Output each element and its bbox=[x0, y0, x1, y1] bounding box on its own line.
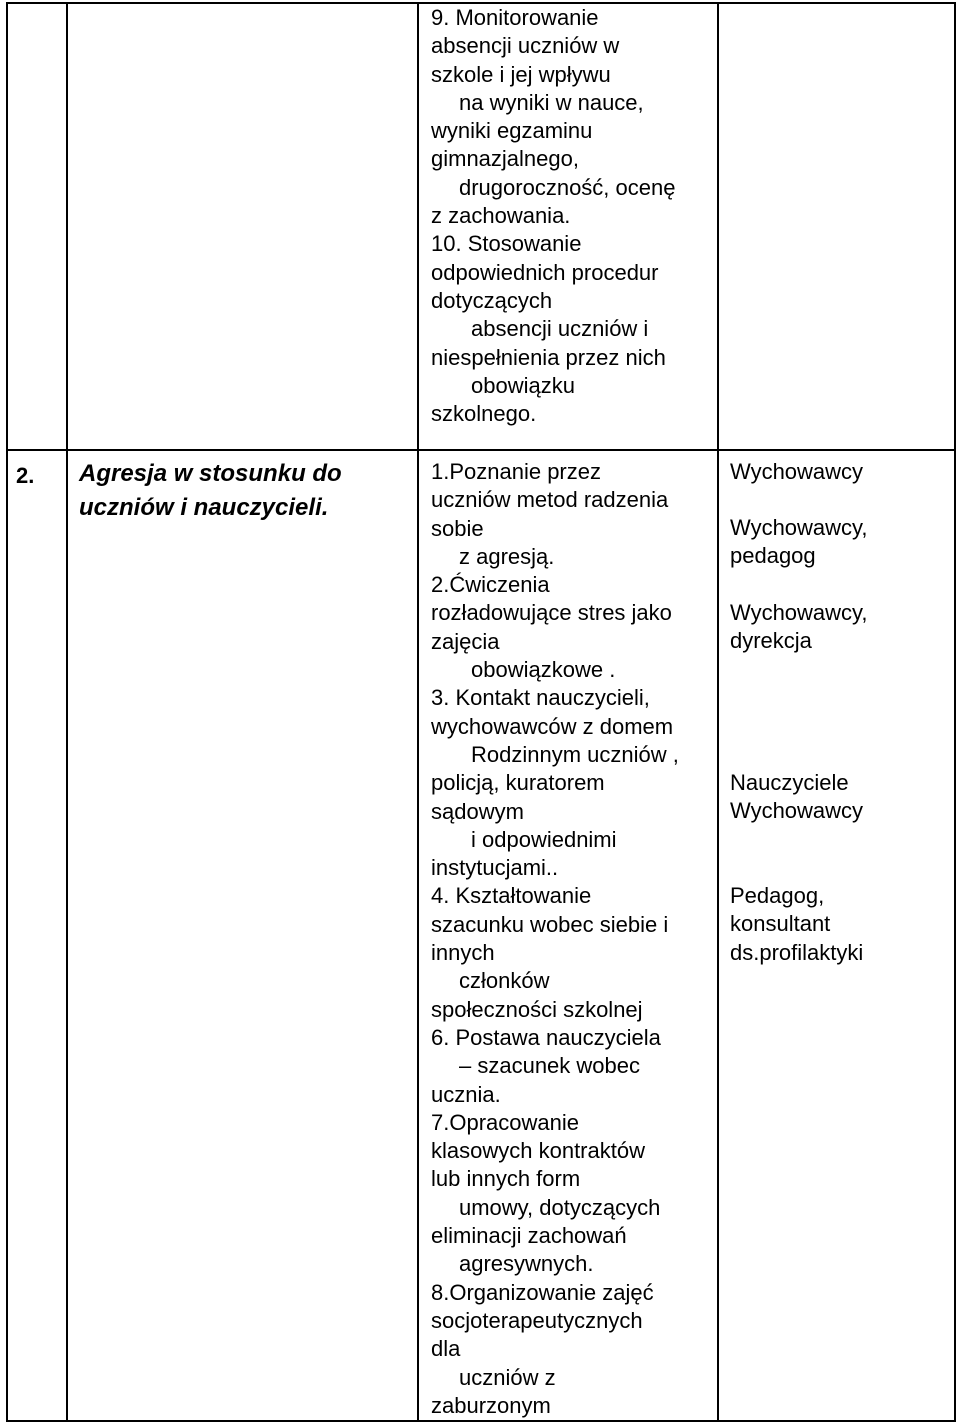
topic-line: uczniów i nauczycieli. bbox=[79, 494, 329, 521]
column-divider-1 bbox=[66, 2, 68, 1422]
content-line: na wyniki w nauce, bbox=[459, 89, 644, 115]
content-line: szacunku wobec siebie i bbox=[431, 911, 669, 937]
responsible-line: Pedagog, bbox=[730, 883, 825, 908]
table-border-right bbox=[954, 2, 956, 1422]
content-line: drugoroczność, ocenę bbox=[459, 174, 676, 200]
responsible-line: Wychowawcy, bbox=[730, 600, 868, 625]
content-line: dotyczących bbox=[431, 287, 553, 313]
content-line: obowiązkowe . bbox=[471, 657, 616, 683]
responsible-1: Wychowawcy bbox=[730, 459, 864, 484]
responsible-2 bbox=[730, 514, 868, 571]
content-line: 3. Kontakt nauczycieli, bbox=[431, 685, 650, 711]
content-line: klasowych kontraktów bbox=[431, 1138, 645, 1164]
column-divider-2 bbox=[417, 2, 419, 1422]
content-line: lub innych form bbox=[431, 1166, 581, 1192]
column-divider-3 bbox=[717, 2, 719, 1422]
row2-content bbox=[431, 458, 679, 1420]
content-line: uczniów z bbox=[459, 1364, 556, 1390]
topic-line: Agresja w stosunku do bbox=[79, 460, 342, 487]
content-line: instytucjami.. bbox=[431, 855, 559, 881]
content-line: innych bbox=[431, 940, 495, 966]
content-line: Rodzinnym uczniów , bbox=[471, 741, 679, 767]
content-line: członków bbox=[459, 968, 550, 994]
row-number: 2. bbox=[16, 463, 35, 488]
content-line: dla bbox=[431, 1336, 461, 1362]
content-line: odpowiednich procedur bbox=[431, 259, 659, 285]
content-line: sobie bbox=[431, 515, 484, 541]
responsible-line: Nauczyciele bbox=[730, 770, 849, 795]
content-line: agresywnych. bbox=[459, 1251, 594, 1277]
topic-title bbox=[79, 457, 342, 525]
content-line: – szacunek wobec bbox=[459, 1053, 640, 1079]
content-line: uczniów metod radzenia bbox=[431, 487, 669, 513]
responsible-4 bbox=[730, 769, 863, 826]
content-line: wyniki egzaminu bbox=[431, 118, 593, 144]
content-line: 1.Poznanie przez bbox=[431, 459, 601, 484]
content-line: obowiązku bbox=[471, 372, 575, 398]
responsible-3 bbox=[730, 599, 868, 656]
content-line: 2.Ćwiczenia bbox=[431, 572, 550, 598]
content-line: i odpowiednimi bbox=[471, 826, 617, 852]
content-line: ucznia. bbox=[431, 1081, 501, 1107]
content-line: 9. Monitorowanie bbox=[431, 5, 599, 30]
responsible-line: Wychowawcy, bbox=[730, 515, 868, 540]
content-line: z agresją. bbox=[459, 543, 555, 569]
content-line: gimnazjalnego, bbox=[431, 146, 579, 172]
content-line: sądowym bbox=[431, 798, 524, 824]
content-line: niespełnienia przez nich bbox=[431, 344, 666, 370]
content-line: społeczności szkolnej bbox=[431, 996, 643, 1022]
content-line: 6. Postawa nauczyciela bbox=[431, 1024, 661, 1050]
content-line: 7.Opracowanie bbox=[431, 1109, 579, 1135]
content-line: zaburzonym bbox=[431, 1392, 551, 1418]
content-line: szkolnego. bbox=[431, 401, 537, 427]
row1-content bbox=[431, 4, 675, 428]
responsible-line: Wychowawcy bbox=[730, 798, 864, 824]
content-line: 8.Organizowanie zajęć bbox=[431, 1279, 654, 1305]
content-line: policją, kuratorem bbox=[431, 770, 605, 796]
content-line: rozładowujące stres jako bbox=[431, 600, 672, 626]
content-line: wychowawców z domem bbox=[431, 713, 674, 739]
content-line: eliminacji zachowań bbox=[431, 1223, 627, 1249]
table-border-bottom bbox=[6, 1420, 956, 1422]
content-line: absencji uczniów w bbox=[431, 33, 620, 59]
content-line: zajęcia bbox=[431, 628, 500, 654]
responsible-5 bbox=[730, 882, 863, 967]
responsible-line: ds.profilaktyki bbox=[730, 939, 864, 965]
content-line: 4. Kształtowanie bbox=[431, 883, 592, 909]
content-line: absencji uczniów i bbox=[471, 316, 649, 342]
table-border-left bbox=[6, 2, 8, 1422]
responsible-line: konsultant bbox=[730, 911, 831, 937]
row-divider bbox=[6, 449, 956, 451]
content-line: socjoterapeutycznych bbox=[431, 1307, 643, 1333]
content-line: 10. Stosowanie bbox=[431, 231, 582, 257]
content-line: szkole i jej wpływu bbox=[431, 61, 611, 87]
content-line: z zachowania. bbox=[431, 203, 571, 229]
content-line: umowy, dotyczących bbox=[459, 1194, 661, 1220]
responsible-line: pedagog bbox=[730, 543, 816, 569]
responsible-line: dyrekcja bbox=[730, 628, 812, 654]
